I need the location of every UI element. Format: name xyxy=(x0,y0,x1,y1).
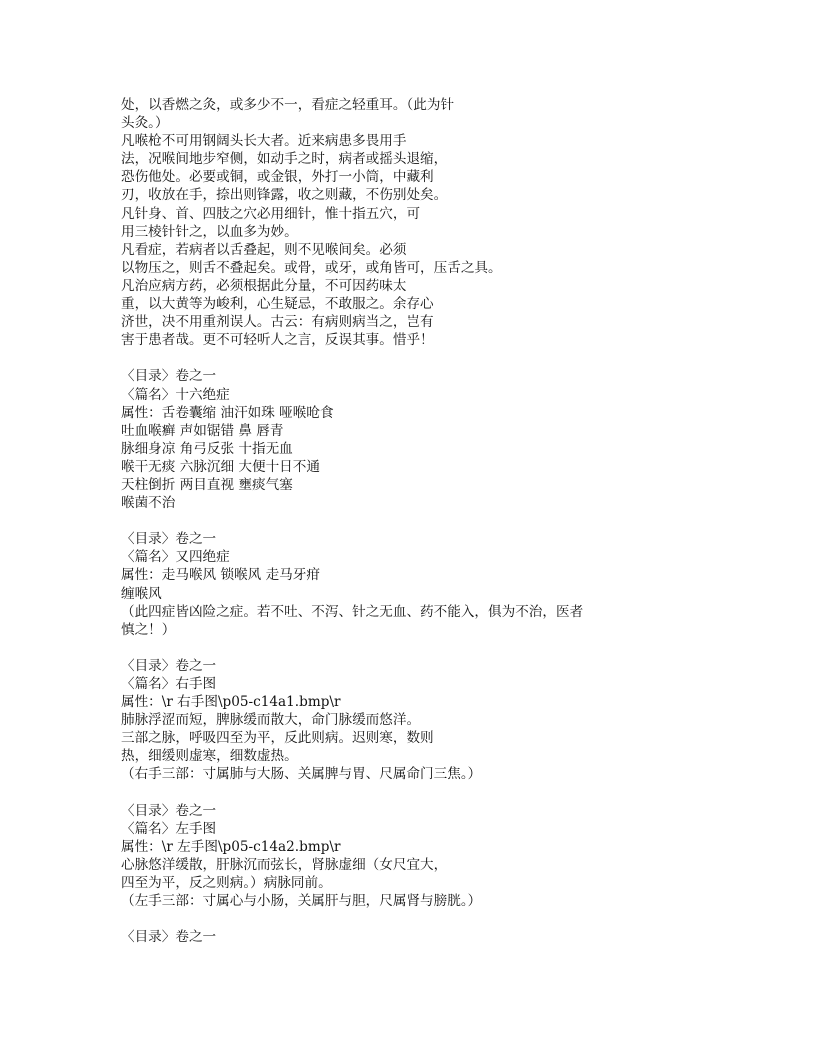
text-line: 天柱倒折 两目直视 壅痰气塞 xyxy=(121,476,293,493)
text-line: 〈目录〉卷之一 xyxy=(121,657,217,674)
text-line xyxy=(121,639,721,657)
text-line: 凡针身、首、四肢之穴必用细针，惟十指五穴，可 xyxy=(121,205,421,222)
text-line: 处，以香燃之灸，或多少不一，看症之轻重耳。（此为针 xyxy=(121,97,455,113)
text-line: 吐血喉癣 声如锯错 鼻 唇青 xyxy=(121,422,284,439)
text-line: 恐伤他处。必要或铜，或金银，外打一小筒，中藏利 xyxy=(121,169,434,186)
text-line: 缠喉风 xyxy=(121,585,162,602)
text-line: 〈目录〉卷之一 xyxy=(121,802,217,819)
text-line: 凡看症，若病者以舌叠起，则不见喉间矣。必须 xyxy=(121,241,407,258)
text-line: 属性：\r 右手图\p05-c14a1.bmp\r xyxy=(121,694,341,711)
text-line: 心脉悠洋缓散，肝脉沉而弦长，肾脉虚细（女尺宜大， xyxy=(121,856,448,873)
text-line: 慎之！） xyxy=(121,621,176,638)
text-line: 凡喉枪不可用钢阔头长大者。近来病患多畏用手 xyxy=(121,133,407,150)
text-line: 〈目录〉卷之一 xyxy=(121,929,217,946)
text-line: 喉干无痰 六脉沉细 大便十日不通 xyxy=(121,458,320,475)
text-line: 〈目录〉卷之一 xyxy=(121,368,217,385)
text-line: 三部之脉，呼吸四至为平，反此则病。迟则寒，数则 xyxy=(121,730,434,747)
text-line: 以物压之，则舌不叠起矣。或骨，或牙，或角皆可，压舌之具。 xyxy=(121,259,502,276)
text-line: 〈篇名〉又四绝症 xyxy=(121,549,230,566)
text-line xyxy=(121,784,721,802)
text-line: 〈篇名〉右手图 xyxy=(121,676,217,692)
text-line: （此四症皆凶险之症。若不吐、不泻、针之无血、药不能入，俱为不治，医者 xyxy=(121,603,584,620)
text-line: 害于患者哉。更不可轻听人之言，反误其事。惜乎！ xyxy=(121,332,434,349)
text-line: 〈目录〉卷之一 xyxy=(121,531,217,548)
text-line: 肺脉浮涩而短，脾脉缓而散大，命门脉缓而悠洋。 xyxy=(121,712,421,729)
text-line: （右手三部：寸属肺与大肠、关属脾与胃、尺属命门三焦。） xyxy=(121,766,482,783)
text-line: 〈篇名〉十六绝症 xyxy=(121,386,230,403)
text-line: 热，细缓则虚寒，细数虚热。 xyxy=(121,748,298,765)
text-line: 四至为平，反之则病。）病脉同前。 xyxy=(121,875,332,892)
text-line xyxy=(121,512,721,530)
text-line xyxy=(121,349,721,367)
text-line xyxy=(121,910,721,928)
text-line: 法，况喉间地步窄侧，如动手之时，病者或摇头退缩， xyxy=(121,151,448,168)
text-line: 用三棱针针之，以血多为妙。 xyxy=(121,223,298,240)
text-line: 重，以大黄等为峻利，心生疑忌，不敢服之。余存心 xyxy=(121,296,434,313)
text-line: 刃，收放在手，捺出则锋露，收之则藏，不伤别处矣。 xyxy=(121,187,448,204)
text-line: 头灸。） xyxy=(121,115,169,132)
text-line: 喉菌不治 xyxy=(121,495,176,512)
text-line: 济世，决不用重剂误人。古云：有病则病当之，岂有 xyxy=(121,314,434,331)
text-line: 凡治应病方药，必须根据此分量，不可因药味太 xyxy=(121,277,407,294)
text-line: 属性：\r 左手图\p05-c14a2.bmp\r xyxy=(121,838,341,855)
text-line: （左手三部：寸属心与小肠，关属肝与胆，尺属肾与膀胱。） xyxy=(121,893,482,910)
text-line: 属性：走马喉风 锁喉风 走马牙疳 xyxy=(121,567,320,584)
text-line: 〈篇名〉左手图 xyxy=(121,820,217,837)
document-page xyxy=(121,96,721,946)
text-line: 属性：舌卷囊缩 油汗如珠 哑喉呛食 xyxy=(121,404,334,421)
text-line: 脉细身凉 角弓反张 十指无血 xyxy=(121,440,293,457)
